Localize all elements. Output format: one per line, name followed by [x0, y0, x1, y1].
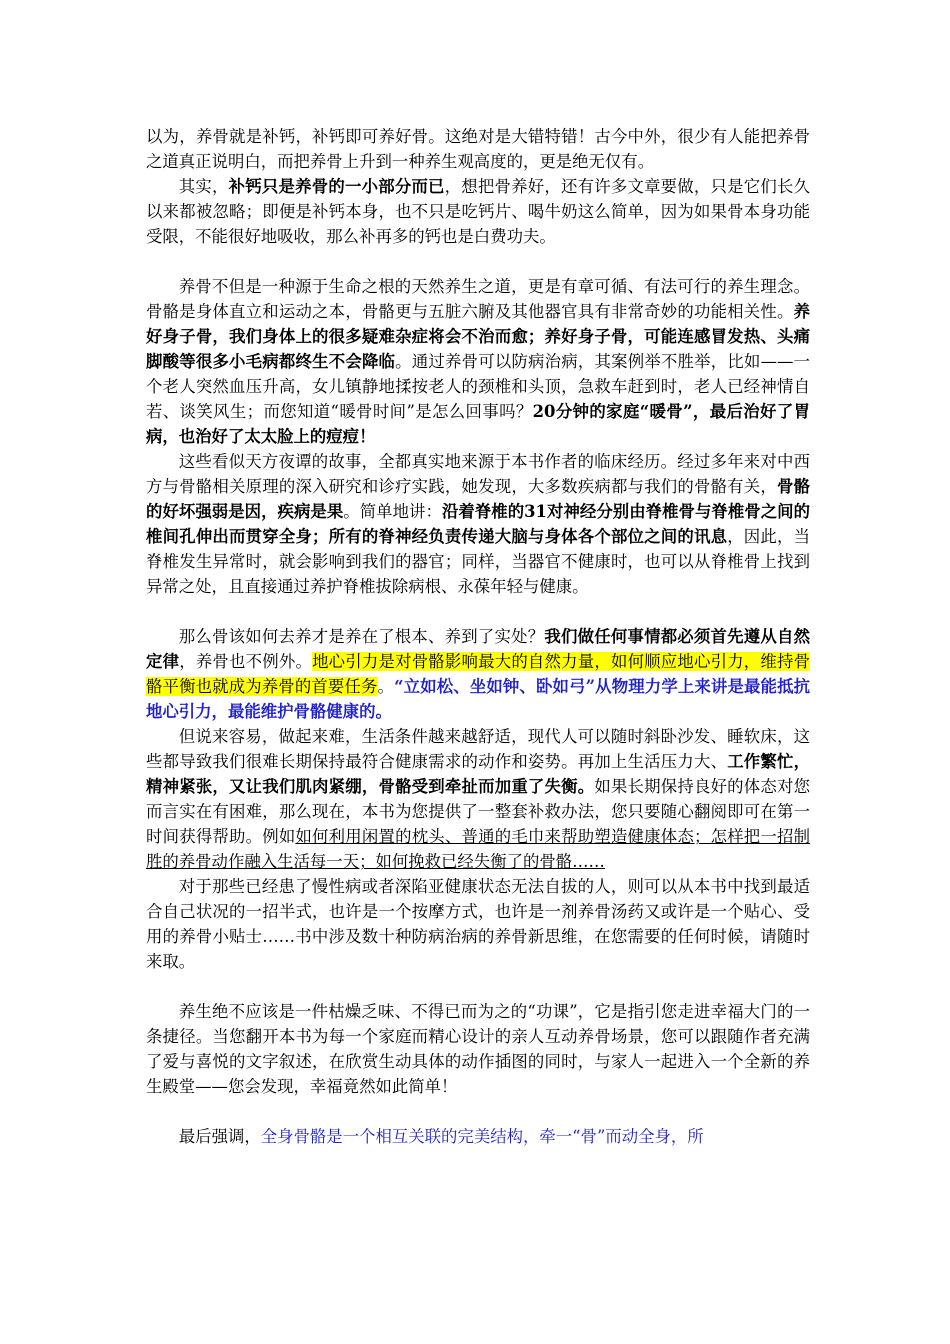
bold-text-run: 养好身子骨，我们身体上的很多疑难杂症将会不治而愈；养好身子骨，可能连感冒发热、头痛脚酸等很多小毛病都终生不会降临	[146, 302, 810, 371]
text-run: ，养骨也不例外。	[179, 652, 313, 671]
bold-text-run: 沿着脊椎的31对神经分别由脊椎骨与脊椎骨之间的椎间孔伸出而贯穿全身；所有的脊神经负责传递大脑与身体各个部位之间的讯息	[146, 502, 811, 546]
text-run: 其实，	[178, 177, 229, 196]
bold-text-run: 补钙只是养骨的一小部分而已	[228, 177, 445, 196]
text-run: 但说来容易，做起来难，生活条件越来越舒适，现代人可以随时斜卧沙发、睡软床，这些都导致我们很难长期保持最符合健康需求的动作和姿势。再加上生活压力大、	[146, 727, 810, 771]
text-run: 。简单地讲：	[343, 502, 442, 521]
blue-bold-text-run: “立如松、坐如钟、卧如弓”从物理力学上来讲是最能抵抗地心引力，最能维护骨骼健康的。	[146, 677, 811, 721]
paragraph-9	[146, 1124, 810, 1149]
paragraph-5	[146, 624, 810, 724]
text-run: 如果长期保持良好的体态对您而言实在有困难，那么现在，本书为您提供了一整套补救办法，您只要随心翻阅即可在第一时间获得帮助。例如	[146, 777, 810, 846]
paragraph-8	[146, 999, 810, 1099]
paragraph-2	[146, 174, 810, 249]
text-run: 。通过养骨可以防病治病，其案例举不胜举，比如——一个老人突然血压升高，女儿镇静地揉按老人的颈椎和头顶，急救车赶到时，老人已经神情自若、谈笑风生；而您知道“暖骨时间”是怎么回事吗？	[146, 352, 811, 421]
bold-text-run: 骨骼的好坏强弱是因，疾病是果	[146, 477, 811, 521]
text-run: 对于那些已经患了慢性病或者深陷亚健康状态无法自拔的人，则可以从本书中找到最适合自己状况的一招半式，也许是一个按摩方式，也许是一剂养骨汤药又或许是一个贴心、受用的养骨小贴士……书中涉及数十种防病治病的养骨新思维，在您需要的任何时候，请随时来取。	[146, 877, 810, 971]
underlined-text-run: 如何利用闲置的枕头、普通的毛巾来帮助塑造健康体态；怎样把一招制胜的养骨动作融入生活每一天；如何挽救已经失衡了的骨骼……	[146, 827, 811, 871]
bold-text-run: 工作繁忙，精神紧张，又让我们肌肉紧绷，骨骼受到牵扯而加重了失衡。	[146, 752, 810, 796]
text-run: 。	[377, 677, 395, 696]
bold-text-run: 20分钟的家庭“暖骨”，最后治好了胃病，也治好了太太脸上的痘痘！	[146, 402, 810, 446]
paragraph-6	[146, 724, 810, 874]
text-run: 这些看似天方夜谭的故事，全都真实地来源于本书作者的临床经历。经过多年来对中西方与骨骼相关原理的深入研究和诊疗实践，她发现，大多数疾病都与我们的骨骼有关，	[146, 452, 810, 496]
paragraph-7	[146, 874, 810, 974]
text-run: ，因此，当脊椎发生异常时，就会影响到我们的器官；同样，当器官不健康时，也可以从脊椎骨上找到异常之处，且直接通过养护脊椎拔除病根、永葆年轻与健康。	[146, 527, 810, 596]
highlighted-text-run: 地心引力是对骨骼影响最大的自然力量，如何顺应地心引力，维持骨骼平衡也就成为养骨的首要任务	[146, 652, 811, 696]
paragraph-4	[146, 449, 810, 599]
document-body	[146, 124, 810, 1149]
text-run: 以为，养骨就是补钙，补钙即可养好骨。这绝对是大错特错！古今中外，很少有人能把养骨之道真正说明白，而把养骨上升到一种养生观高度的，更是绝无仅有。	[146, 127, 810, 171]
text-run: ，想把骨养好，还有许多文章要做，只是它们长久以来都被忽略；即便是补钙本身，也不只是吃钙片、喝牛奶这么简单，因为如果骨本身功能受限，不能很好地吸收，那么补再多的钙也是白费功夫。	[146, 177, 811, 246]
text-run: 最后强调，	[178, 1127, 261, 1146]
bold-text-run: 我们做任何事情都必须首先遵从自然定律	[146, 627, 811, 671]
blue-text-run: 全身骨骼是一个相互关联的完美结构，牵一“骨”而动全身，所	[260, 1127, 704, 1146]
text-run: 养骨不但是一种源于生命之根的天然养生之道，更是有章可循、有法可行的养生理念。骨骼是身体直立和运动之本，骨骼更与五脏六腑及其他器官具有非常奇妙的功能相关性。	[146, 277, 810, 321]
text-run: 那么骨该如何去养才是养在了根本、养到了实处？	[178, 627, 545, 646]
paragraph-1	[146, 124, 810, 174]
paragraph-3	[146, 274, 810, 449]
text-run: 养生绝不应该是一件枯燥乏味、不得已而为之的“功课”，它是指引您走进幸福大门的一条捷径。当您翻开本书为每一个家庭而精心设计的亲人互动养骨场景，您可以跟随作者充满了爱与喜悦的文字叙述，在欣赏生动具体的动作插图的同时，与家人一起进入一个全新的养生殿堂——您会发现，幸福竟然如此简单！	[146, 1002, 810, 1096]
